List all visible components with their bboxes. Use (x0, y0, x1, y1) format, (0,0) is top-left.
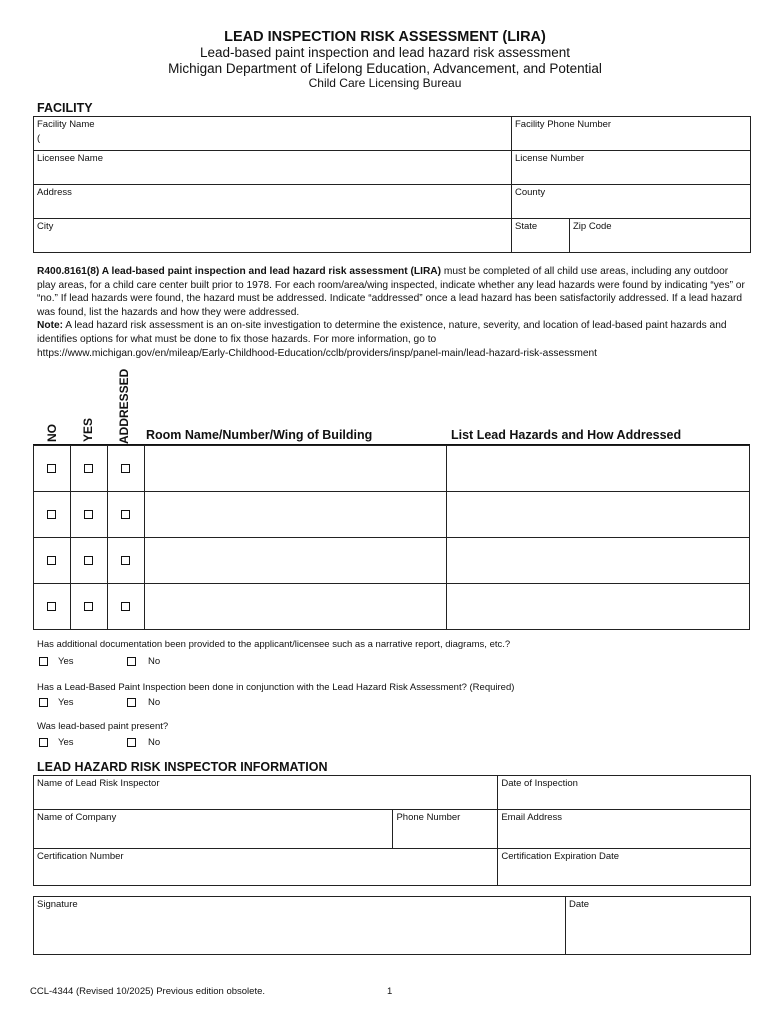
yes-cell (71, 492, 108, 538)
county-label: County (515, 187, 546, 198)
yes-cell (71, 584, 108, 630)
lead-present-yes-checkbox[interactable] (39, 738, 48, 747)
signature-label: Signature (37, 899, 78, 910)
no-cell (34, 538, 71, 584)
email-field[interactable] (498, 810, 751, 849)
company-field[interactable] (34, 810, 393, 849)
question-inspection: Has a Lead-Based Paint Inspection been done in conjunction with the Lead Hazard Risk Assessment? (Required) (37, 682, 515, 693)
rule-text: must be completed of all child use areas, including any outdoor play areas, for a child care center built prior to 1978. For each room/area/wing inspected, indicate whether any lead hazards were found by indicating “yes” or “no.” If lead hazards were found, the hazard must be addressed. Indicate “addressed” once a lead hazard has been satisfactorily addressed. If a lead hazard was found, list the hazards and how they were addressed. (37, 266, 745, 318)
signature-field[interactable] (34, 897, 566, 955)
addressed-checkbox[interactable] (121, 602, 130, 611)
addressed-checkbox[interactable] (121, 556, 130, 565)
inspection-no-checkbox[interactable] (127, 698, 136, 707)
facility-table (33, 116, 751, 253)
table-row (34, 492, 750, 538)
question-lead-present: Was lead-based paint present? (37, 721, 169, 732)
yes-checkbox[interactable] (84, 510, 93, 519)
table-row (34, 538, 750, 584)
bureau-name: Child Care Licensing Bureau (308, 76, 462, 90)
inspection-date-label: Date of Inspection (501, 778, 578, 789)
city-field[interactable] (34, 219, 512, 253)
yes-checkbox[interactable] (84, 602, 93, 611)
inspection-yes-label: Yes (58, 697, 74, 708)
form-subtitle: Lead-based paint inspection and lead hazard risk assessment (200, 45, 570, 60)
room-cell[interactable] (145, 492, 447, 538)
addressed-column-header: ADDRESSED (117, 368, 131, 444)
city-label: City (37, 221, 54, 232)
state-field[interactable] (512, 219, 570, 253)
page-number: 1 (387, 986, 393, 997)
addressed-cell (108, 538, 145, 584)
inspection-yes-checkbox[interactable] (39, 698, 48, 707)
question-documentation: Has additional documentation been provided to the applicant/licensee such as a narrative report, diagrams, etc.? (37, 639, 511, 650)
addressed-cell (108, 446, 145, 492)
form-title: LEAD INSPECTION RISK ASSESSMENT (LIRA) (224, 29, 546, 45)
documentation-no-label: No (148, 656, 161, 667)
instructions-paragraph (37, 265, 747, 360)
facility-phone-field[interactable] (512, 117, 751, 151)
no-checkbox[interactable] (47, 464, 56, 473)
hazards-cell[interactable] (447, 538, 750, 584)
no-checkbox[interactable] (47, 510, 56, 519)
facility-name-value: ( (37, 133, 41, 144)
zip-field[interactable] (570, 219, 751, 253)
hazard-table (33, 445, 750, 630)
yes-checkbox[interactable] (84, 464, 93, 473)
hazards-cell[interactable] (447, 492, 750, 538)
county-field[interactable] (512, 185, 751, 219)
company-label: Name of Company (37, 812, 117, 823)
room-cell[interactable] (145, 446, 447, 492)
documentation-no-checkbox[interactable] (127, 657, 136, 666)
signature-date-label: Date (569, 899, 590, 910)
phone-label: Phone Number (396, 812, 461, 823)
inspector-name-field[interactable] (34, 776, 498, 810)
addressed-cell (108, 492, 145, 538)
table-row (34, 446, 750, 492)
yes-cell (71, 446, 108, 492)
signature-table (33, 896, 751, 955)
lead-present-no-label: No (148, 737, 161, 748)
address-label: Address (37, 187, 72, 198)
note-text: A lead hazard risk assessment is an on-site investigation to determine the existence, nature, severity, and location of lead-based paint hazards and identifies options for what must be done to fix those hazards. For more information, go to (37, 320, 727, 345)
facility-name-field[interactable] (34, 117, 512, 151)
inspection-no-label: No (148, 697, 161, 708)
yes-checkbox[interactable] (84, 556, 93, 565)
department-name: Michigan Department of Lifelong Education, Advancement, and Potential (168, 61, 602, 76)
rule-citation: R400.8161(8) A lead-based paint inspection and lead hazard risk assessment (LIRA) (37, 266, 442, 277)
email-label: Email Address (501, 812, 563, 823)
license-number-label: License Number (515, 153, 585, 164)
signature-date-field[interactable] (566, 897, 751, 955)
zip-label: Zip Code (573, 221, 612, 232)
phone-field[interactable] (393, 810, 498, 849)
room-column-header: Room Name/Number/Wing of Building (146, 428, 373, 442)
no-checkbox[interactable] (47, 556, 56, 565)
no-checkbox[interactable] (47, 602, 56, 611)
licensee-name-label: Licensee Name (37, 153, 104, 164)
hazards-cell[interactable] (447, 584, 750, 630)
inspector-table (33, 775, 751, 886)
form-id: CCL-4344 (Revised 10/2025) Previous edition obsolete. (30, 986, 265, 997)
note-label: Note: (37, 320, 64, 332)
facility-name-label: Facility Name (37, 119, 95, 130)
no-cell (34, 492, 71, 538)
hazards-cell[interactable] (447, 446, 750, 492)
hazards-column-header: List Lead Hazards and How Addressed (451, 428, 682, 442)
facility-phone-label: Facility Phone Number (515, 119, 612, 130)
state-label: State (515, 221, 538, 232)
certification-expiration-label: Certification Expiration Date (501, 851, 620, 862)
certification-expiration-field[interactable] (498, 849, 751, 886)
yes-column-header: YES (81, 417, 95, 442)
yes-cell (71, 538, 108, 584)
inspector-name-label: Name of Lead Risk Inspector (37, 778, 160, 789)
inspector-section-title: LEAD HAZARD RISK INSPECTOR INFORMATION (37, 760, 328, 774)
documentation-yes-checkbox[interactable] (39, 657, 48, 666)
license-number-field[interactable] (512, 151, 751, 185)
no-column-header: NO (45, 424, 59, 442)
lead-present-no-checkbox[interactable] (127, 738, 136, 747)
room-cell[interactable] (145, 538, 447, 584)
address-field[interactable] (34, 185, 512, 219)
facility-section-title: FACILITY (37, 101, 93, 115)
documentation-yes-label: Yes (58, 656, 74, 667)
no-cell (34, 446, 71, 492)
addressed-checkbox[interactable] (121, 510, 130, 519)
inspection-date-field[interactable] (498, 776, 751, 810)
table-row (34, 584, 750, 630)
info-url[interactable]: https://www.michigan.gov/en/mileap/Early-Childhood-Education/cclb/providers/insp/panel-main/lead-hazard-risk-assessment (37, 347, 598, 359)
addressed-cell (108, 584, 145, 630)
certification-number-field[interactable] (34, 849, 498, 886)
lead-present-yes-label: Yes (58, 737, 74, 748)
addressed-checkbox[interactable] (121, 464, 130, 473)
room-cell[interactable] (145, 584, 447, 630)
licensee-name-field[interactable] (34, 151, 512, 185)
no-cell (34, 584, 71, 630)
certification-number-label: Certification Number (37, 851, 124, 862)
